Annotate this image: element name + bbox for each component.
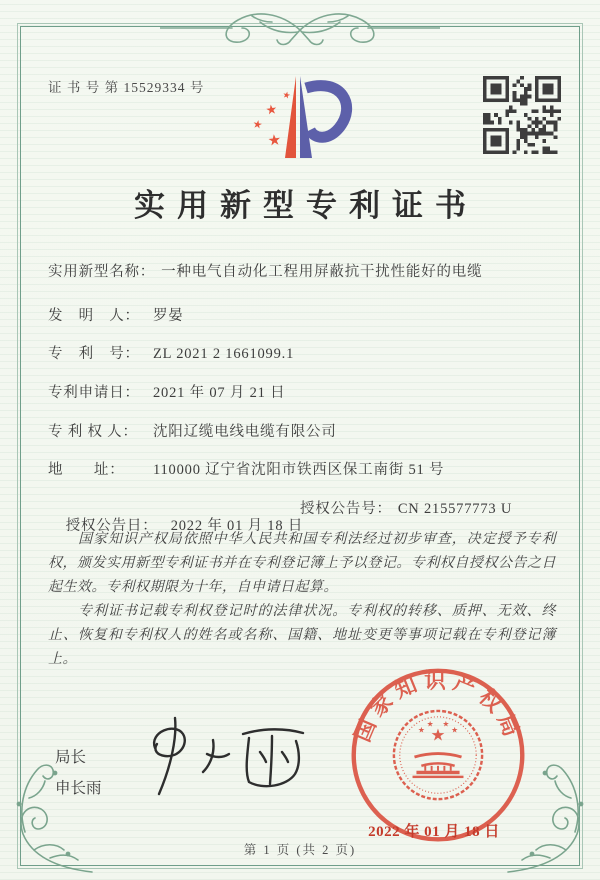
legal-paragraph-2: 专利证书记载专利权登记时的法律状况。专利权的转移、质押、无效、终止、恢复和专利权人的姓名或名称、国籍、地址变更等事项记载在专利登记簿上。	[48, 604, 556, 668]
field-patentee	[48, 420, 568, 441]
field-value: CN 215577773 U	[397, 501, 513, 517]
field-label: 授权公告号：	[300, 501, 392, 517]
field-label: 授权公告日：	[65, 518, 158, 534]
field-label: 发 明 人：	[48, 308, 140, 324]
field-value: 2022 年 01 月 18 日	[170, 518, 304, 534]
field-label: 专 利 权 人：	[48, 424, 138, 440]
director-title: 局长	[55, 749, 87, 766]
svg-text:★: ★	[266, 130, 283, 150]
field-value: 罗晏	[153, 308, 184, 324]
logo-wedge-red	[285, 76, 296, 158]
seal-date: 2022 年 01 月 18 日	[368, 824, 500, 840]
svg-text:★: ★	[426, 719, 434, 729]
svg-text:★: ★	[417, 725, 425, 735]
field-value: 一种电气自动化工程用屏蔽抗干扰性能好的电缆	[161, 264, 483, 280]
legal-paragraph-1: 国家知识产权局依照中华人民共和国专利法经过初步审查，决定授予专利权，颁发实用新型专利证书并在专利登记簿上予以登记。专利权自授权公告之日起生效。专利权期限为十年，自申请日起算。	[48, 532, 556, 596]
director-name: 申长雨	[55, 780, 102, 797]
field-value: 110000 辽宁省沈阳市铁西区保工南街 51 号	[153, 462, 445, 478]
field-label: 实用新型名称：	[48, 264, 156, 280]
svg-text:★: ★	[430, 725, 446, 745]
svg-text:★: ★	[251, 117, 264, 132]
field-value: ZL 2021 2 1661099.1	[153, 346, 295, 362]
signer-block	[55, 742, 102, 804]
page-footer: 第 1 页 (共 2 页)	[243, 843, 357, 857]
certificate-title: 实用新型专利证书	[134, 188, 478, 223]
field-grant-number	[300, 497, 512, 518]
national-emblem-icon	[394, 711, 482, 799]
field-patent-number	[48, 342, 568, 363]
field-filing-date	[48, 381, 568, 402]
top-flourish-ornament	[160, 0, 440, 60]
logo-p-curve	[306, 86, 347, 138]
field-value: 沈阳辽缆电线电缆有限公司	[153, 424, 337, 440]
field-label: 专 利 号：	[48, 346, 140, 362]
field-inventor	[48, 304, 568, 325]
field-address	[48, 458, 568, 479]
field-utility-model-name	[48, 260, 568, 281]
director-signature	[135, 714, 320, 804]
field-label: 专利申请日：	[48, 385, 140, 401]
field-value: 2021 年 07 月 21 日	[153, 385, 286, 401]
svg-text:★: ★	[451, 725, 459, 735]
qr-code	[483, 76, 561, 154]
cnipa-logo	[230, 72, 375, 167]
certificate-number: 证 书 号 第 15529334 号	[48, 80, 205, 95]
field-label: 地 址：	[48, 462, 125, 478]
svg-text:★: ★	[442, 719, 450, 729]
seal-text: 国家知识产权局	[350, 668, 526, 746]
legal-text-block	[48, 528, 556, 672]
svg-text:★: ★	[264, 102, 279, 119]
svg-text:★: ★	[281, 90, 292, 102]
